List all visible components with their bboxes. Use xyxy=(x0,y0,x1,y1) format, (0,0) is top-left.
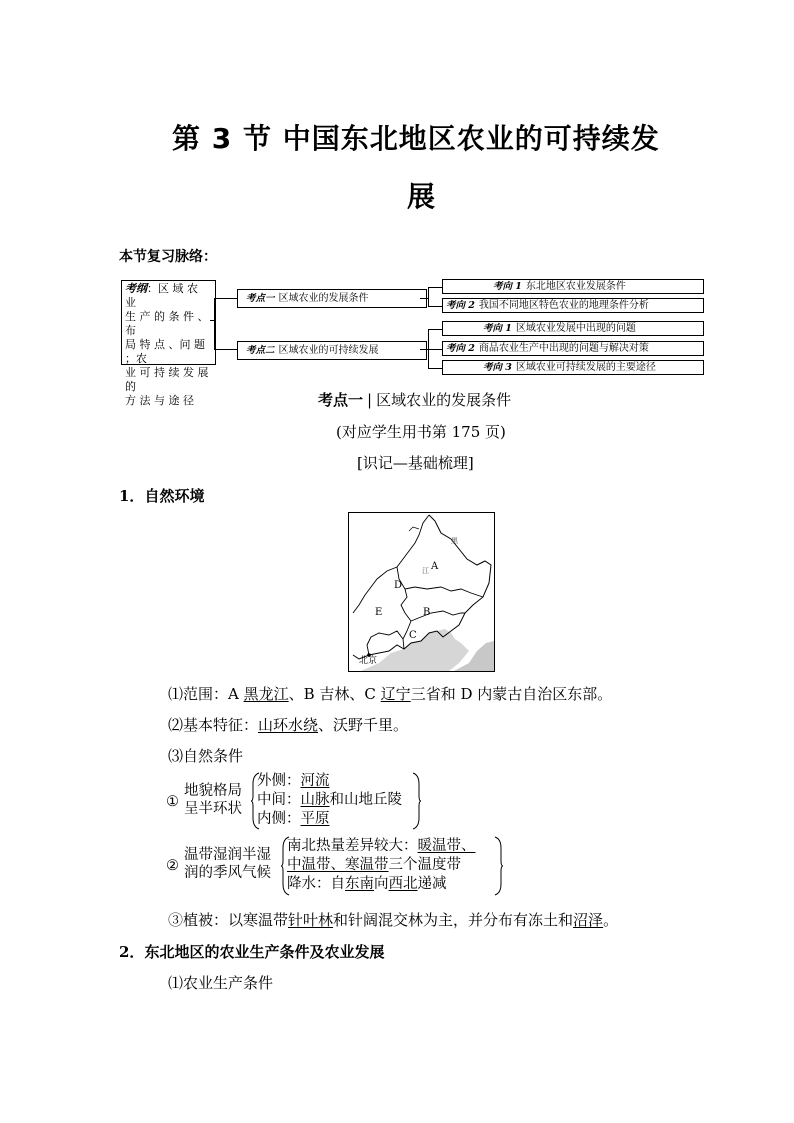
northeast-china-map xyxy=(348,512,495,672)
direction-5: 考向 3 区域农业可持续发展的主要途径 xyxy=(442,360,704,375)
kp2-box: 考点二 区域农业的可持续发展 xyxy=(237,341,427,360)
terrain-left-1: 地貌格局 xyxy=(184,783,242,799)
vegetation-line: ③植被：以寒温带针叶林和针阔混交林为主，并分布有冻土和沼泽。 xyxy=(168,911,619,929)
map-svg xyxy=(349,513,494,671)
direction-4: 考向 2 商品农业生产中出现的问题与解决对策 xyxy=(442,341,704,356)
map-label-c: C xyxy=(409,630,417,641)
map-label-a: A xyxy=(431,561,439,572)
item-2-heading: 2．东北地区的农业生产条件及农业发展 xyxy=(119,943,385,961)
climate-row-3: 降水：自东南向西北递减 xyxy=(287,876,447,892)
item-2-sub-label: ⑴农业生产条件 xyxy=(168,974,274,992)
map-label-jiang: 江 xyxy=(422,567,429,575)
direction-1: 考向 1 东北地区农业发展条件 xyxy=(442,279,704,294)
climate-left-1: 温带湿润半湿 xyxy=(184,847,271,863)
terrain-right-brace xyxy=(412,772,422,830)
climate-num: ② xyxy=(166,858,179,874)
outline-heading: 本节复习脉络： xyxy=(119,249,217,265)
map-label-hei: 黑 xyxy=(451,537,458,545)
map-label-beijing: 北京 xyxy=(359,656,378,666)
terrain-row-3: 内侧：平原 xyxy=(257,811,330,827)
map-label-d: D xyxy=(394,580,403,591)
syllabus-box: 考纲：区 域 农 业 生 产 的 条 件 、布 局 特 点 、问 题 ；农 业 可 持 续 发 展 的 方 法 与 途 径 xyxy=(121,280,216,365)
climate-row-2: 中温带、寒温带三个温度带 xyxy=(287,857,461,873)
climate-row-1: 南北热量差异较大：暖温带、 xyxy=(287,838,476,854)
climate-left-2: 润的季风气候 xyxy=(184,865,271,881)
page-title: 第 3 节 中国东北地区农业的可持续发 xyxy=(172,122,660,155)
terrain-row-1: 外侧：河流 xyxy=(257,773,330,789)
item-1-heading: 1．自然环境 xyxy=(119,487,205,505)
terrain-row-2: 中间：山脉和山地丘陵 xyxy=(257,792,402,808)
scope-line: ⑴范围：A 黑龙江、B 吉林、C 辽宁三省和 D 内蒙古自治区东部。 xyxy=(168,685,613,703)
textbook-reference: (对应学生用书第 175 页) xyxy=(336,423,506,441)
direction-3: 考向 1 区域农业发展中出现的问题 xyxy=(442,321,704,336)
features-line: ⑵基本特征：山环水绕、沃野千里。 xyxy=(168,716,409,734)
climate-right-brace xyxy=(494,836,504,896)
kp1-box: 考点一 区域农业的发展条件 xyxy=(237,289,427,308)
section-heading: 考点一 | 区域农业的发展条件 xyxy=(318,391,512,409)
subheading: [识记—基础梳理] xyxy=(357,454,474,472)
map-label-e: E xyxy=(375,607,383,618)
page-title-continued: 展 xyxy=(407,180,437,213)
map-label-b: B xyxy=(423,607,431,618)
direction-2: 考向 2 我国不同地区特色农业的地理条件分析 xyxy=(442,298,704,313)
terrain-left-2: 呈半环状 xyxy=(184,801,242,817)
conditions-label: ⑶自然条件 xyxy=(168,747,244,765)
terrain-num: ① xyxy=(166,794,179,810)
